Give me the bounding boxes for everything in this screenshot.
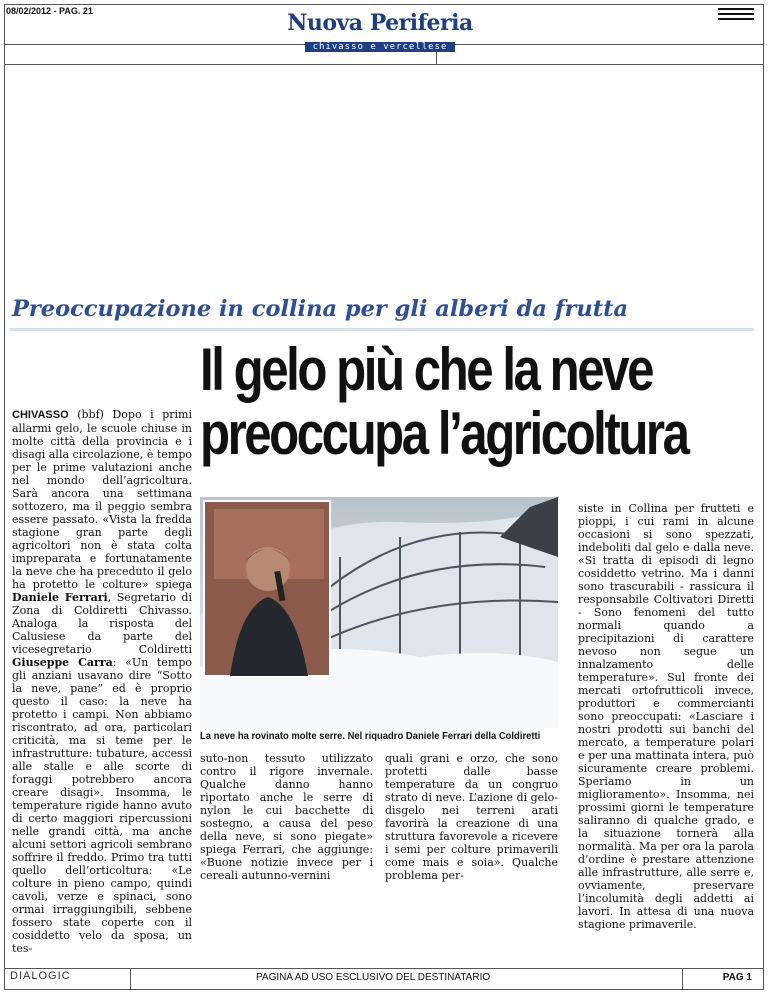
headline-line-1: Il gelo più che la neve	[200, 336, 652, 403]
greenhouse-snow-image	[200, 497, 558, 728]
dialogic-logo: DIALOGIC	[10, 970, 71, 982]
date-page-label: 08/02/2012 - PAG. 21	[6, 6, 93, 16]
article-kicker: Preoccupazione in collina per gli alberi da frutta	[12, 296, 629, 322]
masthead-title: Nuova Periferia	[287, 10, 473, 36]
article-column-4: siste in Collina per frutteti e pioppi, i cui rami in alcune occasioni si sono spezzati, indeboliti dal gelo e dalla neve. «Si tratta di episodi di legno cosiddetto vetrino. Ma i danni sono trascurabili - rassicura il responsabile Coltivatori Diretti - Sono fenomeni del tutto normali quando a precipitazioni di carattere nevoso non segue un innalzamento delle temperature». Sul fronte dei mercati ortofrutticoli invece, produttori e commercianti sono preoccupati: «Lasciare i nostri prodotti sui banchi del mercato, a temperature polari e per una mattinata intera, può sicuramente creare problemi. Speriamo in un miglioramento». Insomma, nei prossimi giorni le temperature saliranno di qualche grado, e la situazione tornerà alla normalità. Ma per ora la parola d’ordine è prestare attenzione alle infrastrutture, alle serre e, ovviamente, preservare l’incolumità degli addetti ai lavori. In attesa di una nuova stagione primaverile.	[578, 502, 754, 931]
column-1-text-b: , Segretario di Zona di Coldiretti Chivasso. Analoga la risposta del Calusiese da parte del vicesegretario Coldiretti	[12, 591, 192, 656]
column-1-text-c: : «Un tempo gli anziani usavano dire “Sotto la neve, pane” ed è proprio questo il caso: la neve ha protetto i campi. Non abbiamo riscontrato, ad ora, particolari criticità, ma si teme per le infrastrutture: tubature, accessi alle stalle e alle scorte di foraggi potrebbero ancora creare disagi». Insomma, le temperature rigide hanno avuto di certo maggiori ripercussioni nelle grandi città, ma anche alcuni settori agricoli sembrano soffrire il freddo. Primo tra tutti quello dell’orticoltura: «Le colture in pieno campo, quindi cavoli, verze e spinaci, sono ormai irraggiungibili, sebbene fossero state coperte con il cosiddetto velo da sposa, un tes-	[12, 656, 192, 955]
footer-separator-right	[682, 968, 683, 990]
footer-divider	[4, 968, 764, 969]
footer-separator-left	[130, 968, 131, 990]
kicker-underline	[10, 328, 754, 331]
dateline-city: CHIVASSO	[12, 409, 69, 421]
name-daniele-ferrari: Daniele Ferrari	[12, 591, 108, 604]
header-divider-2	[4, 64, 764, 65]
column-1-text-a: (bbf) Dopo i primi allarmi gelo, le scuole chiuse in molte città della provincia e i disagi alla circolazione, è tempo per le prime valutazioni anche nel mondo dell’agricoltura. Sarà ancora una settimana sottozero, ma il peggio sembra essere passato. «Vista la fredda stagione gran parte degli agricoltori non è stata colta impreparata e fortunatamente la neve che ha preceduto il gelo ha protetto le colture» spiega	[12, 408, 192, 591]
footer-notice: PAGINA AD USO ESCLUSIVO DEL DESTINATARIO	[256, 972, 491, 983]
article-photo	[200, 497, 558, 728]
barcode-icon	[718, 8, 754, 28]
article-headline	[200, 336, 688, 467]
name-giuseppe-carra: Giuseppe Carra	[12, 656, 113, 669]
article-column-2: suto-non tessuto utilizzato contro il rigore invernale. Qualche danno hanno riportato anche le serre di nylon le cui bacchette di sostegno, a causa del peso della neve, si sono piegate» spiega Ferrari, che aggiunge: «Buone notizie invece per i cereali autunno-vernini	[200, 752, 373, 882]
footer-page-number: PAG 1	[722, 972, 752, 983]
masthead-subtitle: chivasso e vercellese	[305, 42, 456, 52]
masthead	[275, 12, 485, 53]
article-column-1	[12, 408, 192, 955]
headline-line-2: preoccupa l’agricoltura	[200, 400, 688, 467]
photo-caption: La neve ha rovinato molte serre. Nel riquadro Daniele Ferrari della Coldiretti	[200, 730, 541, 742]
article-column-3: quali grani e orzo, che sono protetti dalle basse temperature da un congruo strato di neve. L’azione di gelo-disgelo nei terreni arati favorirà la creazione di una struttura favorevole a ricevere i semi per colture primaverili come mais e soia». Qualche problema per-	[385, 752, 559, 882]
